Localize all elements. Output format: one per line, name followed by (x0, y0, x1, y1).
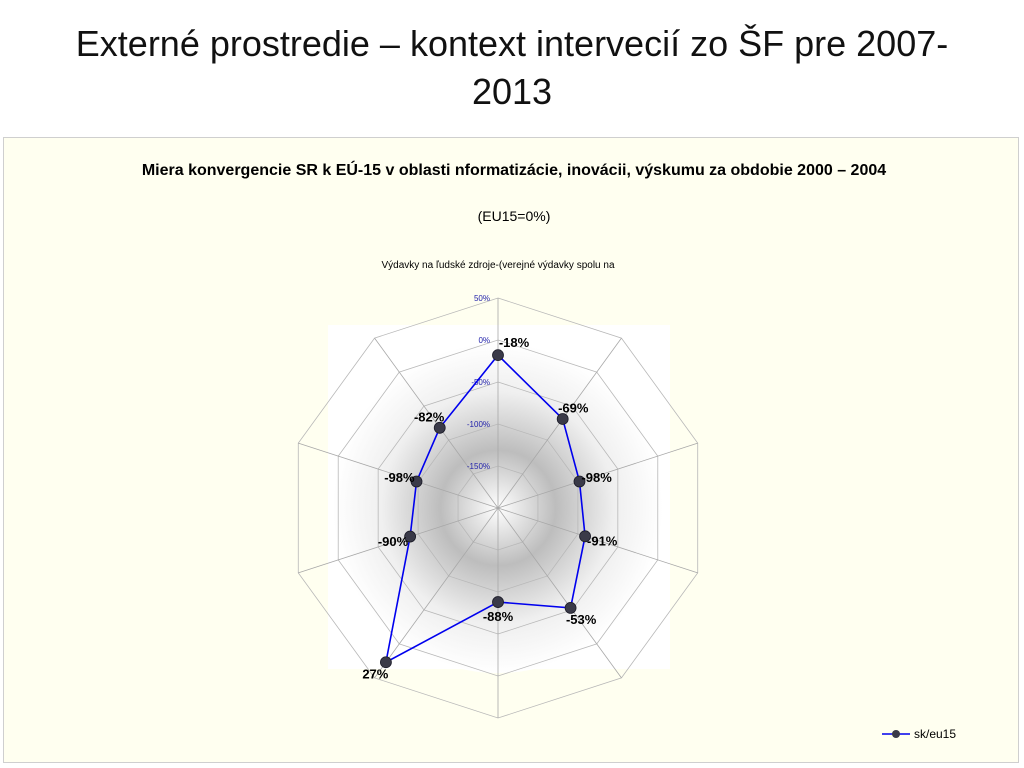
radar-chart (4, 138, 1020, 764)
slide-title: Externé prostredie – kontext intervecií zo ŠF pre 2007-2013 (75, 23, 949, 112)
data-label: -90% (377, 533, 409, 549)
chart-title: Miera konvergencie SR k EÚ-15 v oblasti nformatizácie, inovácii, výskumu za obdobie 2000 – 2004 (141, 162, 887, 179)
data-point (493, 350, 504, 361)
data-label: -88% (482, 609, 514, 625)
data-label: -53% (565, 612, 597, 628)
data-label: 27% (362, 666, 389, 682)
radial-tick-label: 50% (473, 294, 490, 303)
data-label: -98% (581, 470, 612, 486)
data-label: -82% (413, 409, 445, 425)
chart-subtitle: (EU15=0%) (477, 208, 551, 224)
radial-tick-label: -150% (466, 462, 490, 471)
data-point (493, 597, 504, 608)
data-label: -69% (558, 400, 589, 416)
chart-panel (3, 137, 1019, 763)
radial-tick-label: 0% (478, 336, 490, 345)
legend-label: sk/eu15 (914, 727, 957, 741)
radial-tick-label: -50% (471, 378, 490, 387)
legend (882, 724, 956, 744)
data-label: -18% (498, 335, 530, 351)
data-label: -98% (384, 470, 415, 486)
axis-label: Výdavky na ľudské zdroje-(verejné výdavky spolu na (381, 260, 615, 271)
legend-swatch (882, 728, 910, 740)
data-label: -91% (587, 533, 618, 549)
radial-tick-label: -100% (466, 420, 490, 429)
